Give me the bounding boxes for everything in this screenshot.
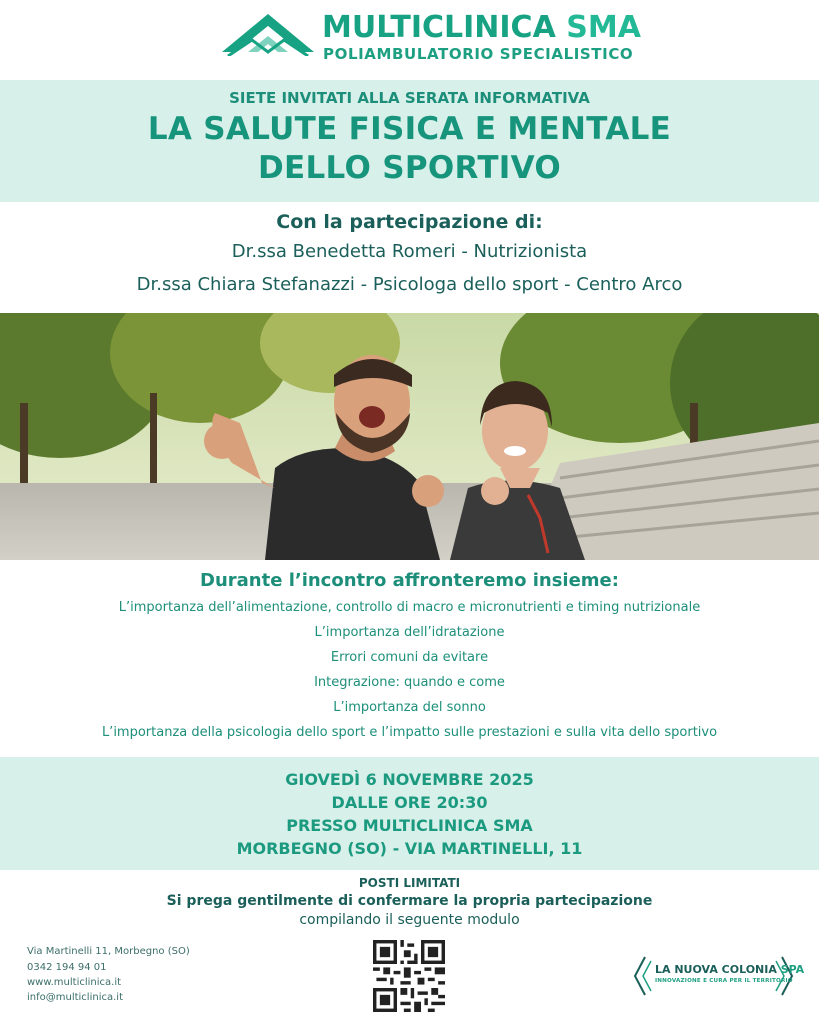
brand-name: MULTICLINICA SMA xyxy=(322,10,641,45)
brand-suffix: SMA xyxy=(566,10,641,45)
topics-heading: Durante l’incontro affronteremo insieme: xyxy=(200,570,619,591)
contact-website[interactable]: www.multiclinica.it xyxy=(27,977,122,988)
qr-code-icon[interactable] xyxy=(373,940,445,1012)
topic-item: L’importanza del sonno xyxy=(333,700,486,715)
event-address: MORBEGNO (SO) - VIA MARTINELLI, 11 xyxy=(236,839,583,858)
event-date: GIOVEDÌ 6 NOVEMBRE 2025 xyxy=(285,770,534,789)
mountain-logo-icon xyxy=(222,12,314,56)
contact-address: Via Martinelli 11, Morbegno (SO) xyxy=(27,946,190,957)
contact-phone: 0342 194 94 01 xyxy=(27,962,107,973)
confirm-request: Si prega gentilmente di confermare la propria partecipazione xyxy=(166,893,653,909)
speaker-item: Dr.ssa Chiara Stefanazzi - Psicologa dello sport - Centro Arco xyxy=(136,274,683,295)
athletes-photo xyxy=(0,313,819,560)
speaker-item: Dr.ssa Benedetta Romeri - Nutrizionista xyxy=(231,241,588,262)
invite-line: SIETE INVITATI ALLA SERATA INFORMATIVA xyxy=(229,89,590,107)
speakers-heading: Con la partecipazione di: xyxy=(276,211,543,233)
partner-tagline: INNOVAZIONE E CURA PER IL TERRITORIO xyxy=(655,978,793,984)
form-instruction: compilando il seguente modulo xyxy=(299,912,520,928)
limited-seats-label: POSTI LIMITATI xyxy=(358,876,461,890)
topic-item: L’importanza della psicologia dello sport e l’impatto sulle prestazioni e sulla vita dello sportivo xyxy=(101,725,718,740)
topic-item: L’importanza dell’idratazione xyxy=(314,625,505,640)
partner-name: LA NUOVA COLONIA SPA xyxy=(655,963,805,976)
header xyxy=(0,0,819,80)
event-time: DALLE ORE 20:30 xyxy=(331,793,488,812)
chevron-frame-icon xyxy=(631,955,796,997)
brand-subtitle: POLIAMBULATORIO SPECIALISTICO xyxy=(323,45,634,63)
partner-suffix: SPA xyxy=(780,963,805,976)
contact-email[interactable]: info@multiclinica.it xyxy=(27,992,123,1003)
event-venue: PRESSO MULTICLINICA SMA xyxy=(286,816,533,835)
topic-item: L’importanza dell’alimentazione, controllo di macro e micronutrienti e timing nutrizionale xyxy=(118,600,701,615)
topic-item: Integrazione: quando e come xyxy=(314,675,505,690)
event-title-line-2: DELLO SPORTIVO xyxy=(257,150,561,186)
topic-item: Errori comuni da evitare xyxy=(330,650,489,665)
event-title-line-1: LA SALUTE FISICA E MENTALE xyxy=(147,111,672,147)
